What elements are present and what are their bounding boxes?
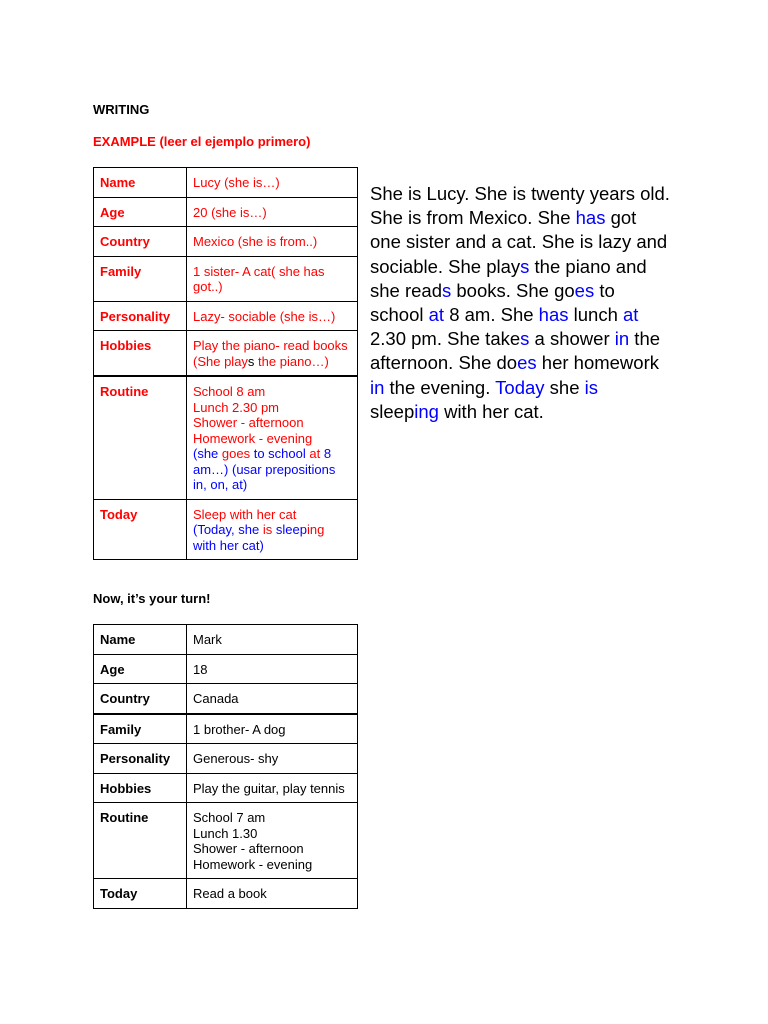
text-run: (Today, she [193,522,263,537]
table-row [94,773,358,803]
row-value: 18 [187,654,358,684]
row-label: Personality [94,744,187,774]
text-run: the piano…) [254,353,329,369]
table-row [94,803,358,879]
row-label: Routine [94,376,187,499]
row-value [187,803,358,879]
table-row [94,331,358,377]
text-run: to school [370,279,615,326]
highlight: es [574,279,595,301]
highlight: s [520,255,530,277]
highlight: es [517,352,537,374]
routine-line: Homework - evening [193,856,313,872]
highlight: has [575,207,606,229]
table-row [94,684,358,714]
preposition-highlight: at [309,446,321,461]
table-row [94,654,358,684]
routine-line: Shower - afternoon [193,841,304,856]
highlight: s [520,328,530,350]
row-value: 1 brother- A dog [187,714,358,744]
row-label: Country [94,684,187,714]
today-note [193,522,351,553]
text-run: lunch [568,304,624,326]
row-label: Today [94,499,187,560]
row-label: Age [94,197,187,227]
table-row [94,376,358,499]
highlight: s [442,279,452,301]
text-run: to school [250,446,310,461]
text-run: a shower [529,328,615,350]
row-value: 1 sister- A cat( she has got..) [187,256,358,301]
row-value: Play the guitar, play tennis [187,773,358,803]
text-run: sleep [370,400,415,422]
row-value [187,331,358,377]
text-run: with her cat) [193,537,264,553]
routine-note [193,446,351,493]
text-run: Play the piano- read books (She play [193,338,348,369]
highlight: in [614,328,630,350]
table-row [94,714,358,744]
your-turn-heading: Now, it’s your turn! [93,591,211,606]
text-run: got one sister and a cat. She is lazy and sociable. She play [370,207,668,277]
table-row [94,227,358,257]
table-row [94,625,358,655]
text-run: her homework [536,352,659,374]
row-label: Name [94,168,187,198]
routine-line: Lunch 2.30 pm [193,399,280,415]
text-run: 8 am…) (usar prepositions in, on, at) [193,446,336,492]
text-run: she [544,376,585,398]
row-label: Today [94,879,187,909]
text-run: books. She go [451,279,575,301]
table-row [94,197,358,227]
verb-ending: s [247,353,255,369]
row-value [187,376,358,499]
routine-line: Homework - evening [193,430,313,446]
text-run: (she [193,446,222,461]
verb-highlight: is [262,522,273,537]
text-run: the piano and she read [370,255,647,301]
highlight: is [584,376,599,398]
highlight: ing [414,400,439,422]
today-line: Sleep with her cat [193,506,297,522]
routine-line: Shower - afternoon [193,415,304,430]
text-run: the afternoon. She do [370,328,661,374]
row-label: Hobbies [94,773,187,803]
text-run: 2.30 pm. She take [370,328,521,350]
row-value: Generous- shy [187,744,358,774]
page-title: WRITING [93,102,150,117]
text-run: 8 am. She [444,304,539,326]
routine-line: Lunch 1.30 [193,825,258,841]
row-value: 20 (she is…) [187,197,358,227]
your-turn-table [93,624,358,909]
highlight: in [370,376,385,398]
row-label: Personality [94,301,187,331]
table-row [94,744,358,774]
highlight: at [428,304,445,326]
text-run: the evening. [384,376,496,398]
ending-highlight: ing [306,522,325,537]
table-row [94,168,358,198]
highlight: Today [495,376,545,398]
example-paragraph [370,182,670,424]
row-label: Hobbies [94,331,187,377]
row-label: Routine [94,803,187,879]
table-row [94,301,358,331]
row-value [187,499,358,560]
row-value: Mexico (she is from..) [187,227,358,257]
row-label: Age [94,654,187,684]
row-value: Lucy (she is…) [187,168,358,198]
table-row [94,879,358,909]
text-run: sleep [272,522,307,537]
routine-line: School 7 am [193,810,266,825]
row-label: Family [94,256,187,301]
row-value: Canada [187,684,358,714]
verb-highlight: goes [221,446,251,461]
example-table [93,167,358,560]
highlight: at [623,304,639,326]
row-value: Read a book [187,879,358,909]
row-label: Family [94,714,187,744]
table-row [94,256,358,301]
row-label: Country [94,227,187,257]
row-label: Name [94,625,187,655]
text-run: with her cat. [438,400,544,422]
routine-line: School 8 am [193,384,266,399]
table-row [94,499,358,560]
text-run: She is Lucy. She is twenty years old. She is from Mexico. She [370,183,670,229]
row-value: Mark [187,625,358,655]
highlight: has [538,304,569,326]
example-heading: EXAMPLE (leer el ejemplo primero) [93,134,311,149]
row-value: Lazy- sociable (she is…) [187,301,358,331]
